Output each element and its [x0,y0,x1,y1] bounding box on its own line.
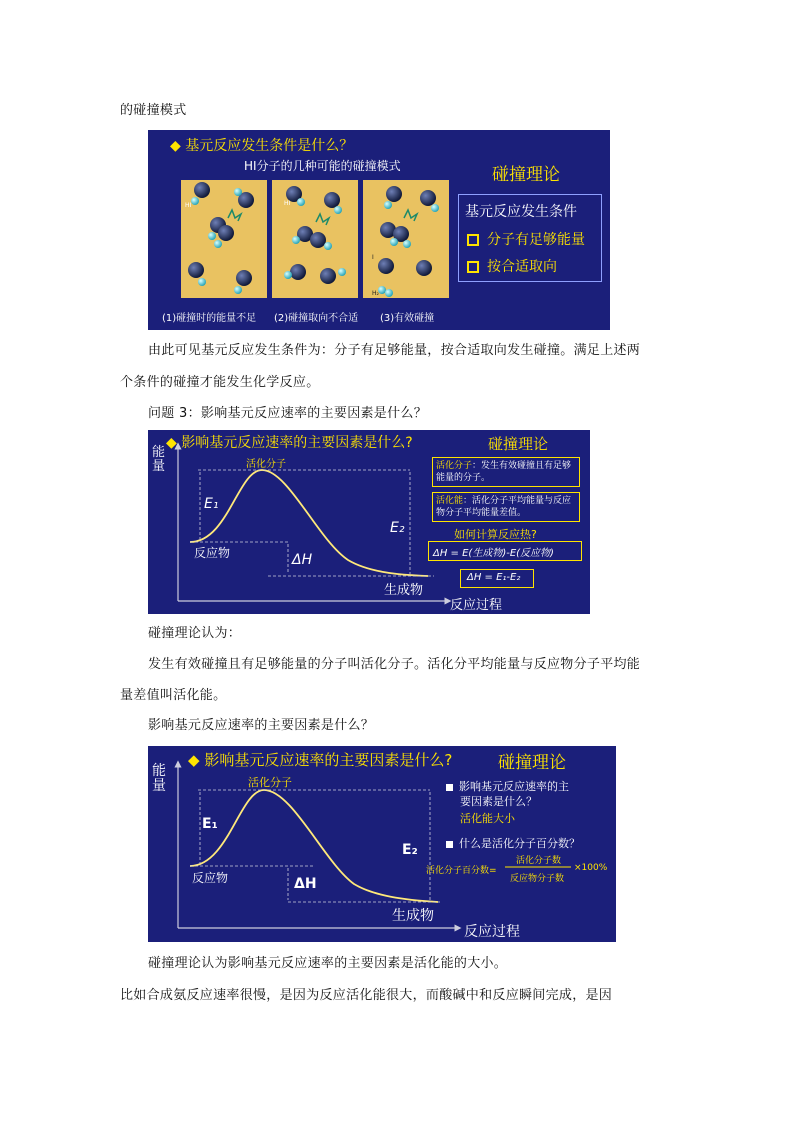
theory-heading: 碰撞理论 [488,435,549,453]
caption-1: (1)碰撞时的能量不足 [162,313,257,324]
molecule-label: H₂ [372,290,379,297]
reactant-label: 反应物 [192,871,229,885]
paragraph: 量差值叫活化能。 [120,688,227,703]
y-axis-label: 能量 [152,763,166,794]
e1-label: E₁ [202,816,218,832]
molecule-label: HI [284,200,291,207]
conditions-box [458,194,602,282]
caption-2: (2)碰撞取向不合适 [274,313,359,324]
slide-energy-diagram-1 [148,430,590,614]
e2-label: E₂ [390,520,405,536]
paragraph: 问题 3：影响基元反应速率的主要因素是什么？ [148,406,428,421]
product-label: 生成物 [384,583,424,598]
caption-3: (3)有效碰撞 [380,313,435,324]
x-axis-label: 反应过程 [464,924,520,940]
paragraph: 影响基元反应速率的主要因素是什么？ [148,718,375,733]
slide-title: ◆ 影响基元反应速率的主要因素是什么? [188,751,453,769]
slide-title: ◆ 影响基元反应速率的主要因素是什么? [166,435,413,451]
diamond-bullet-icon: ◆ [166,435,177,451]
condition-item-1: 分子有足够能量 [467,229,585,249]
bullet-question-2: 什么是活化分子百分数？ [446,835,580,851]
formula-box-2: ΔH = E₁-E₂ [460,569,534,588]
panel1-molecules [188,182,254,294]
panel2-molecules [284,186,346,284]
fraction-denominator: 反应物分子数 [510,874,565,884]
formula-box-1: ΔH = E(生成物)-E(反应物) [428,541,582,561]
delta-h-label: ΔH [294,876,317,892]
paragraph: 个条件的碰撞才能发生化学反应。 [120,375,320,390]
bullet-question-1-cont: 要因素是什么？ [460,795,537,808]
y-axis-label: 能量 [152,445,166,474]
product-label: 生成物 [392,908,434,924]
def-activated-molecule: 活化分子：发生有效碰撞且有足够能量的分子。 [432,457,580,487]
paragraph: 比如合成氨反应速率很慢，是因为反应活化能很大，而酸碱中和反应瞬间完成，是因 [120,988,613,1003]
diamond-bullet-icon: ◆ [170,138,181,154]
def-activation-energy: 活化能：活化分子平均能量与反应物分子平均能量差值。 [432,492,580,522]
condition-item-2: 按合适取向 [467,256,557,276]
delta-h-label: ΔH [292,552,313,568]
molecule-label: HI [185,202,192,209]
paragraph: 由此可见基元反应发生条件为：分子有足够能量，按合适取向发生碰撞。满足上述两 [148,343,641,358]
question-label: 如何计算反应热? [454,528,537,541]
theory-heading: 碰撞理论 [498,753,566,773]
slide-collision-modes [148,130,610,330]
slide-title: ◆ 基元反应发生条件是什么？ [170,138,354,154]
e1-label: E₁ [204,496,219,512]
peak-label: 活化分子 [248,776,292,789]
reactant-label: 反应物 [194,546,231,560]
slide-subtitle: HI分子的几种可能的碰撞模式 [244,159,401,173]
diamond-bullet-icon: ◆ [188,751,200,769]
fraction-label: 活化分子百分数= [426,866,497,876]
paragraph: 碰撞理论认为影响基元反应速率的主要因素是活化能的大小。 [148,956,508,971]
conditions-title: 基元反应发生条件 [465,204,577,220]
peak-label: 活化分子 [246,459,286,470]
square-bullet-icon [446,841,453,848]
panel3-molecules [378,186,439,297]
checkbox-icon [467,234,479,246]
x-axis-label: 反应过程 [450,598,503,613]
theory-heading: 碰撞理论 [492,165,560,185]
paragraph: 碰撞理论认为： [148,626,242,641]
slide-energy-diagram-2 [148,746,616,942]
fraction-multiplier: ×100% [574,863,608,873]
bullet-question-1: 影响基元反应速率的主 [446,778,569,794]
fraction-numerator: 活化分子数 [516,856,562,866]
checkbox-icon [467,261,479,273]
molecule-label: I [372,254,374,261]
molecule-label: I [430,264,432,271]
paragraph: 发生有效碰撞且有足够能量的分子叫活化分子。活化分平均能量与反应物分子平均能 [148,657,641,672]
answer-label: 活化能大小 [460,812,515,825]
paragraph: 的碰撞模式 [120,103,187,118]
e2-label: E₂ [402,842,418,858]
square-bullet-icon [446,784,453,791]
